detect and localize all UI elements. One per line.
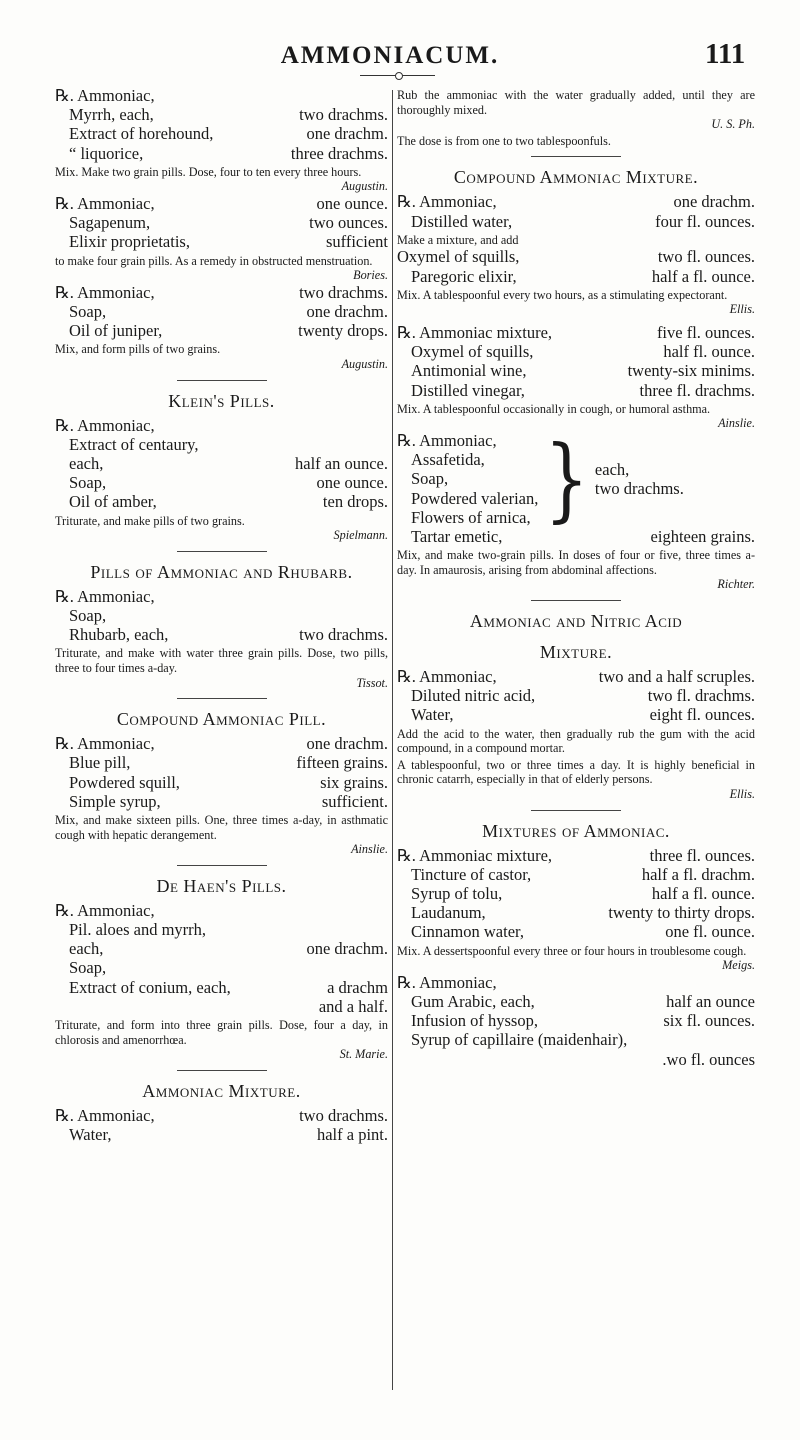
recipe-line (55, 792, 388, 811)
quantity: a drachm (327, 977, 388, 997)
recipe-line (397, 973, 755, 992)
section-heading: Compound Ammoniac Mixture. (453, 167, 699, 188)
ingredient: Soap, (69, 606, 107, 625)
section-heading: Ammoniac and Nitric Acid (469, 610, 683, 631)
ingredient: ℞. Ammoniac, (397, 430, 497, 450)
ingredient: Simple syrup, (69, 791, 161, 811)
recipe-line (55, 416, 388, 435)
recipe-note: The dose is from one to two tablespoonfuls. (397, 133, 611, 148)
quantity: two drachms. (299, 105, 388, 125)
recipe-line (397, 267, 755, 286)
recipe-line (397, 192, 755, 211)
ingredient: Sagapenum, (69, 213, 151, 233)
quantity: twenty-six minims. (627, 361, 755, 381)
ingredient: ℞. Ammoniac, (397, 666, 497, 686)
recipe-line (55, 144, 388, 163)
section-heading: Klein's Pills. (168, 390, 275, 411)
note-text: Mix, and make two-grain pills. In doses of four or five, three times a-day. In amaurosis, arising from abdominal affections. (397, 548, 755, 577)
quantity: fifteen grains. (296, 753, 388, 773)
section-rule (531, 600, 621, 601)
recipe-line (55, 773, 388, 792)
recipe-line (55, 492, 388, 511)
recipe-line (55, 625, 388, 644)
quantity: one fl. ounce. (665, 922, 755, 942)
recipe-lines (55, 587, 388, 645)
note-text: Mix. A tablespoonful occasionally in cough, or humoral asthma. (397, 401, 711, 416)
recipe-line (55, 939, 388, 958)
recipe-line (397, 865, 755, 884)
recipe-line (397, 705, 755, 724)
quantity: two fl. ounces. (657, 247, 755, 267)
each-label: each, (594, 459, 630, 479)
recipe-line (55, 734, 388, 753)
recipe-note (55, 1018, 388, 1062)
ingredient: Tincture of castor, (411, 864, 532, 884)
ingredient: Distilled water, (411, 211, 513, 231)
recipe-line (397, 489, 538, 508)
recipe-line (397, 381, 755, 400)
quantity: three fl. drachms. (639, 380, 755, 400)
ingredient: ℞. Ammoniac, (397, 972, 497, 992)
recipe-line (55, 1125, 388, 1144)
quantity: one drachm. (673, 192, 755, 212)
section-rule (177, 698, 267, 699)
ingredient: ℞. Ammoniac, (397, 192, 497, 212)
page-number: 111 (705, 38, 746, 70)
ingredient: Extract of conium, each, (69, 977, 231, 997)
bracket-recipe (397, 425, 755, 546)
ingredient: Extract of centaury, (69, 434, 199, 454)
column-divider (392, 90, 393, 1390)
recipe-line (55, 978, 388, 997)
recipe-line (55, 105, 388, 124)
ingredient: Flowers of arnica, (411, 507, 531, 527)
ingredient: Myrrh, each, (69, 105, 154, 125)
quantity: two drachms. (299, 625, 388, 645)
section-rule (177, 1070, 267, 1071)
recipe-lines (397, 323, 755, 400)
bracket-brace: } (544, 425, 589, 533)
recipe-lines (397, 192, 755, 230)
quantity: five fl. ounces. (656, 322, 755, 342)
source-citation: Ainslie. (351, 842, 388, 857)
ingredient: ℞. Ammoniac, (55, 282, 155, 302)
recipe-line (397, 1050, 755, 1069)
note-text: Mix. A tablespoonful every two hours, as a stimulating expectorant. (397, 287, 728, 302)
recipe-note (55, 165, 388, 194)
recipe-note (397, 758, 755, 802)
recipe-line (55, 321, 388, 340)
recipe-line (55, 587, 388, 606)
source-citation: Ellis. (729, 302, 755, 317)
quantity: six grains. (320, 772, 388, 792)
quantity: .wo fl. ounces (662, 1049, 755, 1069)
quantity: half a fl. ounce. (651, 266, 755, 286)
section-rule (531, 156, 621, 157)
quantity: ten drops. (322, 492, 388, 512)
page-header (0, 0, 800, 80)
recipe-line (397, 247, 755, 266)
recipe-note (55, 646, 388, 690)
ingredient: ℞. Ammoniac, (55, 586, 155, 606)
recipe-line (397, 508, 538, 527)
recipe-line (397, 903, 755, 922)
ingredient: Extract of horehound, (69, 124, 214, 144)
note-text: Triturate, and make pills of two grains. (55, 513, 245, 528)
recipe-note (55, 813, 388, 857)
quantity: and a half. (318, 996, 388, 1016)
ingredient: ℞. Ammoniac, (55, 900, 155, 920)
recipe-note: Add the acid to the water, then gradually rub the gum with the acid compound, in a compound mortar. (397, 726, 755, 756)
recipe-line (55, 901, 388, 920)
recipe-line (397, 992, 755, 1011)
recipe-line (55, 473, 388, 492)
quantity: twenty to thirty drops. (608, 903, 755, 923)
recipe-note (397, 88, 755, 132)
recipe-line (397, 323, 755, 342)
note-text: to make four grain pills. As a remedy in obstructed menstruation. (55, 253, 373, 268)
ingredient: Assafetida, (411, 450, 485, 470)
recipe-note (55, 342, 388, 371)
recipe-lines (55, 734, 388, 811)
section-heading: Compound Ammoniac Pill. (116, 709, 327, 730)
recipe-line (55, 213, 388, 232)
ingredient: Tartar emetic, (411, 526, 503, 546)
recipe-line (397, 469, 538, 488)
ingredient: ℞. Ammoniac mixture, (397, 322, 553, 342)
ingredient: Oxymel of squills, (397, 247, 520, 267)
section-heading: De Haen's Pills. (156, 875, 287, 896)
quantity: one drachm. (306, 302, 388, 321)
quantity: one drachm. (306, 939, 388, 959)
quantity: half a fl. ounce. (651, 883, 755, 903)
source-citation: Richter. (717, 577, 755, 592)
note-text: Mix. Make two grain pills. Dose, four to ten every three hours. (55, 164, 362, 179)
ingredient: Powdered valerian, (411, 488, 539, 508)
section-rule (177, 865, 267, 866)
ingredient: ℞. Ammoniac, (55, 415, 155, 435)
ingredient: Distilled vinegar, (411, 380, 525, 400)
quantity: two and a half scruples. (598, 666, 755, 686)
ingredient: Infusion of hyssop, (411, 1011, 538, 1031)
recipe-lines (55, 283, 388, 341)
recipe-lines (397, 846, 755, 942)
recipe-line (397, 1030, 755, 1049)
ingredient: Laudanum, (411, 903, 486, 923)
quantity: twenty drops. (298, 321, 388, 341)
recipe-line (397, 686, 755, 705)
ingredient: each, (69, 454, 104, 473)
source-citation: Augustin. (341, 179, 388, 194)
bracket-items (397, 431, 538, 527)
recipe-line (397, 667, 755, 686)
header-ornament (395, 72, 403, 80)
bracket-group (397, 425, 755, 533)
ingredient: Syrup of capillaire (maidenhair), (411, 1030, 628, 1050)
quantity: eight fl. ounces. (649, 705, 755, 725)
recipe-note (397, 944, 755, 973)
section-heading: Pills of Ammoniac and Rhubarb. (90, 561, 353, 582)
recipe-line (55, 958, 388, 977)
recipe-lines (55, 901, 388, 1016)
ingredient: Soap, (411, 469, 449, 489)
ingredient: Powdered squill, (69, 772, 180, 792)
ingredient: Syrup of tolu, (411, 883, 503, 903)
quantity: three fl. ounces. (649, 845, 755, 865)
recipe-line (397, 450, 538, 469)
source-citation: Meigs. (722, 958, 755, 973)
ingredient: each, (69, 939, 104, 959)
recipe-lines (55, 86, 388, 163)
section-rule (531, 810, 621, 811)
ingredient: ℞. Ammoniac, (55, 1105, 155, 1125)
ingredient: Gum Arabic, each, (411, 991, 535, 1011)
ingredient: ℞. Ammoniac, (55, 194, 155, 213)
recipe-line (397, 884, 755, 903)
recipe-note (55, 514, 388, 543)
quantity: two drachms. (299, 1105, 388, 1125)
ingredient: “ liquorice, (69, 143, 144, 163)
ingredient: Cinnamon water, (411, 922, 524, 942)
recipe-note (397, 548, 755, 592)
recipe-note (55, 254, 388, 283)
quantity: two fl. drachms. (647, 686, 755, 706)
ingredient: Soap, (69, 958, 107, 978)
quantity: half a fl. drachm. (641, 864, 755, 884)
quantity: two drachms. (299, 282, 388, 302)
source-citation: Ainslie. (718, 416, 755, 431)
quantity: one ounce. (316, 473, 388, 493)
ingredient: Antimonial wine, (411, 361, 527, 381)
ingredient: Soap, (69, 473, 107, 493)
recipe-line (55, 1106, 388, 1125)
recipe-line (397, 342, 755, 361)
recipe-line (55, 454, 388, 473)
source-citation: Spielmann. (333, 528, 388, 543)
section-heading: Mixtures of Ammoniac. (482, 820, 670, 841)
ingredient: Pil. aloes and myrrh, (69, 919, 207, 939)
recipe-lines (397, 247, 755, 285)
quantity: one drachm. (306, 124, 388, 144)
quantity: sufficient (325, 232, 388, 252)
quantity: sufficient. (321, 791, 388, 811)
recipe-line (397, 212, 755, 231)
note-text: Triturate, and form into three grain pills. Dose, four a day, in chlorosis and amenorrhœa. (55, 1018, 388, 1047)
recipe-line (55, 302, 388, 321)
recipe-line (55, 435, 388, 454)
recipe-lines (397, 667, 755, 725)
quantity: four fl. ounces. (655, 211, 755, 231)
recipe-line (55, 283, 388, 302)
note-text: Mix, and form pills of two grains. (55, 342, 221, 357)
recipe-lines (55, 194, 388, 252)
recipe-lines (55, 1106, 388, 1144)
section-heading: Ammoniac Mixture. (142, 1080, 301, 1101)
recipe-line (55, 232, 388, 251)
ingredient: Water, (411, 705, 454, 725)
source-citation: Tissot. (356, 675, 388, 690)
quantity: eighteen grains. (650, 526, 755, 546)
source-citation: Bories. (353, 268, 388, 283)
section-heading: Mixture. (539, 641, 613, 662)
recipe-line (397, 361, 755, 380)
section-rule (177, 551, 267, 552)
recipe-line (397, 1011, 755, 1030)
note-text: A tablespoonful, two or three times a day. It is highly beneficial in chronic catarrh, especially in that of elderly persons. (397, 757, 755, 787)
recipe-line (55, 606, 388, 625)
note-text: Mix. A dessertspoonful every three or four hours in troublesome cough. (397, 943, 747, 958)
right-column (397, 86, 755, 1069)
instruction: Make a mixture, and add (397, 232, 519, 247)
quantity: two drachms. (594, 478, 684, 498)
quantity: half fl. ounce. (663, 342, 755, 362)
ingredient: Rhubarb, each, (69, 625, 169, 645)
ingredient: Paregoric elixir, (411, 266, 517, 286)
bracket-quantity (595, 460, 684, 498)
ingredient: Soap, (69, 302, 107, 321)
recipe-line (397, 922, 755, 941)
ingredient: Diluted nitric acid, (411, 686, 536, 706)
ingredient: Water, (69, 1124, 112, 1144)
quantity: six fl. ounces. (663, 1011, 755, 1031)
recipe-line (55, 920, 388, 939)
recipe-line (55, 86, 388, 105)
quantity: half an ounce (666, 991, 755, 1011)
recipe-lines (55, 416, 388, 512)
recipe-line (55, 194, 388, 213)
recipe-lines (397, 973, 755, 1069)
ingredient: Elixir proprietatis, (69, 232, 190, 252)
ingredient: ℞. Ammoniac, (55, 86, 155, 105)
section-rule (177, 380, 267, 381)
source-citation: U. S. Ph. (711, 117, 755, 132)
quantity: one ounce. (316, 194, 388, 213)
quantity: half a pint. (316, 1124, 388, 1144)
ingredient: Oxymel of squills, (411, 342, 534, 362)
ingredient: Oil of amber, (69, 492, 157, 512)
source-citation: Augustin. (341, 357, 388, 371)
quantity: three drachms. (290, 143, 388, 163)
source-citation: St. Marie. (339, 1047, 388, 1062)
note-text: Rub the ammoniac with the water gradually added, until they are thoroughly mixed. (397, 88, 755, 117)
running-title: AMMONIACUM. (280, 42, 500, 69)
note-text: Triturate, and make with water three grain pills. Dose, two pills, three to four times a-day. (55, 646, 388, 675)
recipe-line (55, 124, 388, 143)
recipe-line (397, 846, 755, 865)
recipe-line (397, 431, 538, 450)
recipe-note (397, 288, 755, 317)
ingredient: Blue pill, (69, 753, 131, 773)
source-citation: Ellis. (729, 786, 755, 801)
ingredient: ℞. Ammoniac, (55, 734, 155, 754)
ingredient: Oil of juniper, (69, 321, 163, 341)
recipe-line (55, 997, 388, 1016)
quantity: one drachm. (306, 734, 388, 754)
recipe-line (55, 753, 388, 772)
left-column (55, 86, 388, 1144)
note-text: Mix, and make sixteen pills. One, three times a-day, in asthmatic cough with hepatic derangement. (55, 813, 388, 842)
ingredient: ℞. Ammoniac mixture, (397, 845, 553, 865)
quantity: two ounces. (309, 213, 388, 233)
quantity: half an ounce. (295, 454, 388, 473)
